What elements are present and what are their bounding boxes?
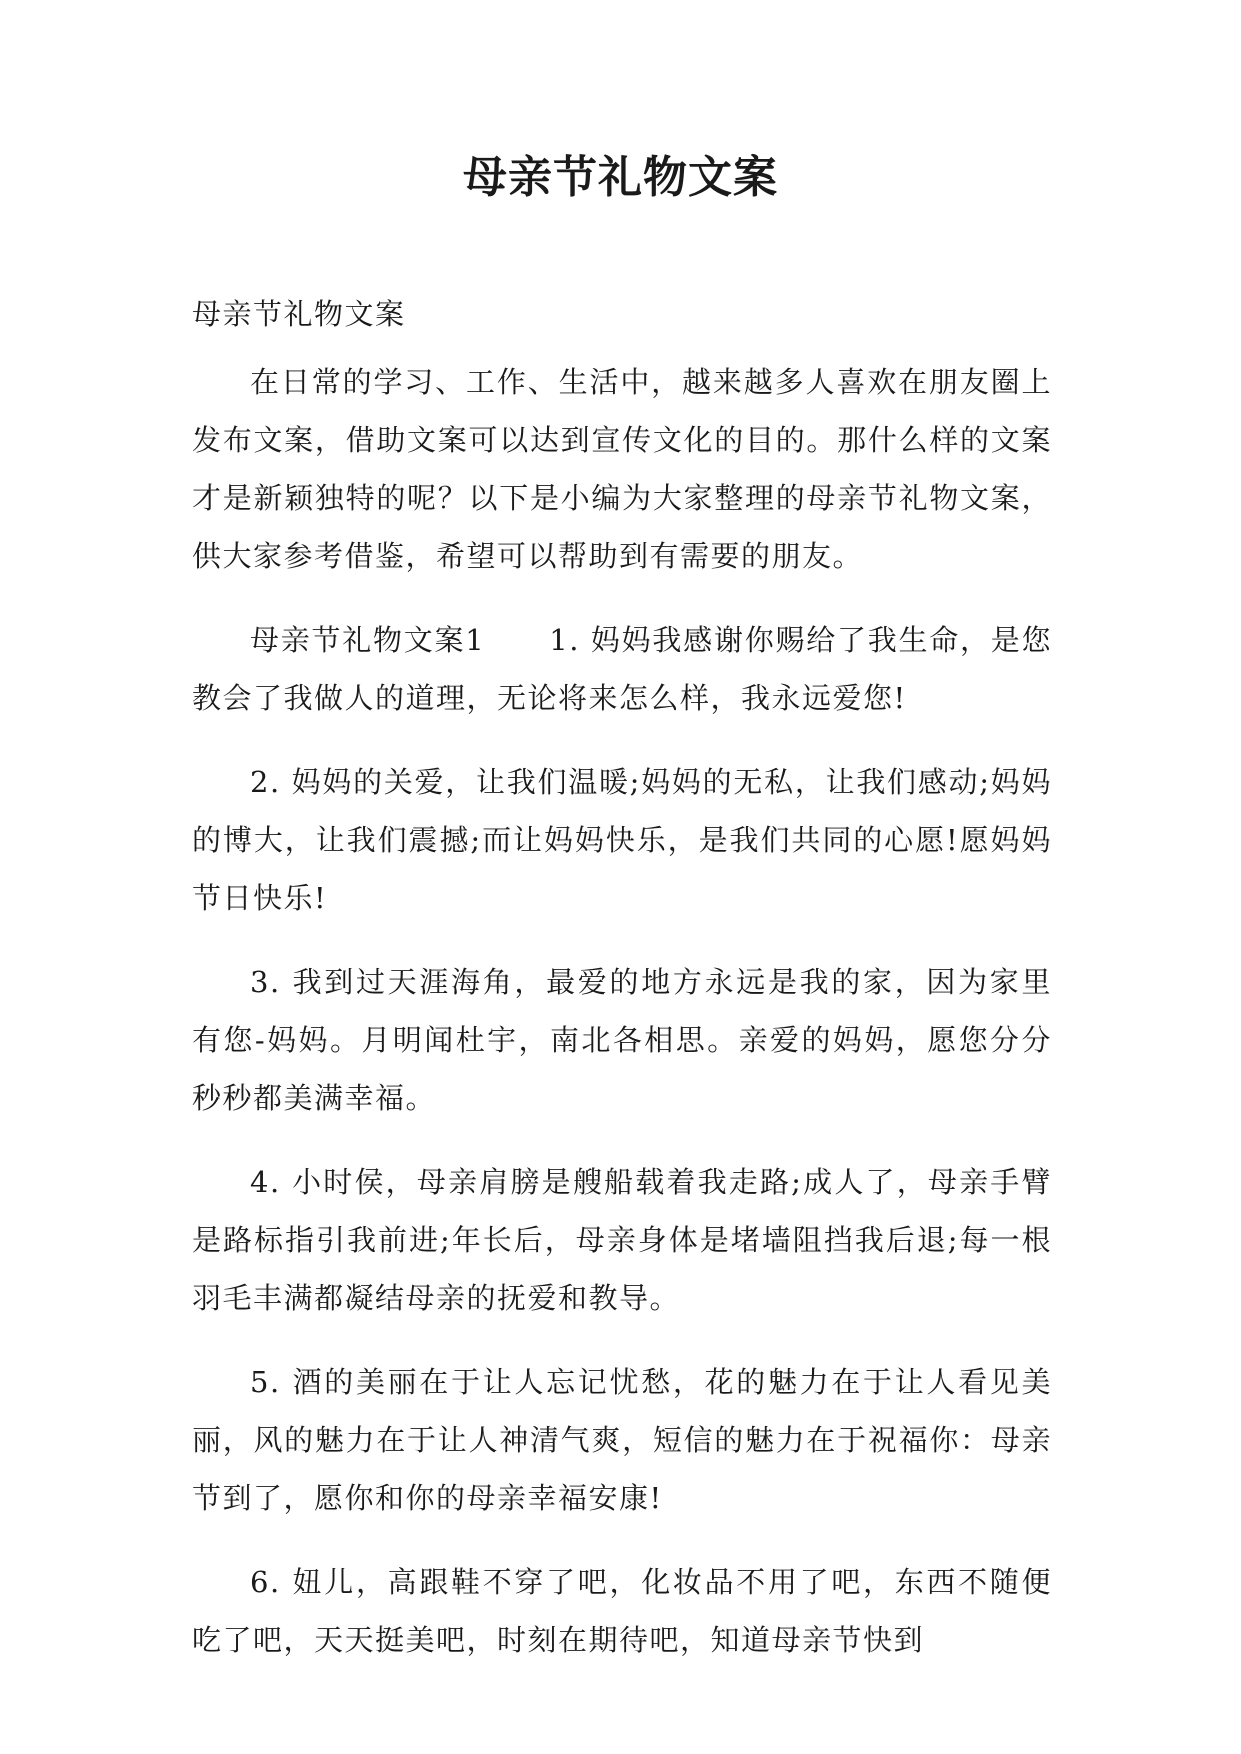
list-item-2: 2. 妈妈的关爱，让我们温暖;妈妈的无私，让我们感动;妈妈的博大，让我们震撼;而让妈妈快乐，是我们共同的心愿!愿妈妈节日快乐!	[192, 765, 1052, 915]
list-item-1: 1. 妈妈我感谢你赐给了我生命，是您教会了我做人的道理，无论将来怎么样，我永远爱您!	[192, 623, 1053, 715]
document-subtitle: 母亲节礼物文案	[192, 297, 406, 331]
list-item-4: 4. 小时侯，母亲肩膀是艘船载着我走路;成人了，母亲手臂是路标指引我前进;年长后，母亲身体是堵墙阻挡我后退;每一根羽毛丰满都凝结母亲的抚爱和教导。	[192, 1165, 1052, 1315]
list-item-3: 3. 我到过天涯海角，最爱的地方永远是我的家，因为家里有您-妈妈。月明闻杜宇，南北各相思。亲爱的妈妈，愿您分分秒秒都美满幸福。	[192, 965, 1052, 1115]
section-heading: 母亲节礼物文案1	[250, 623, 486, 657]
section-paragraph-1	[192, 611, 1052, 727]
intro-paragraph: 在日常的学习、工作、生活中，越来越多人喜欢在朋友圈上发布文案，借助文案可以达到宣传文化的目的。那什么样的文案才是新颖独特的呢？以下是小编为大家整理的母亲节礼物文案，供大家参考借鉴，希望可以帮助到有需要的朋友。	[192, 365, 1052, 573]
list-item-6: 6. 妞儿，高跟鞋不穿了吧，化妆品不用了吧，东西不随便吃了吧，天天挺美吧，时刻在期待吧，知道母亲节快到	[192, 1565, 1052, 1657]
document-title: 母亲节礼物文案	[463, 152, 778, 203]
list-item-5: 5. 酒的美丽在于让人忘记忧愁，花的魅力在于让人看见美丽，风的魅力在于让人神清气爽，短信的魅力在于祝福你：母亲节到了，愿你和你的母亲幸福安康!	[192, 1365, 1052, 1515]
document-body	[192, 285, 1052, 1695]
